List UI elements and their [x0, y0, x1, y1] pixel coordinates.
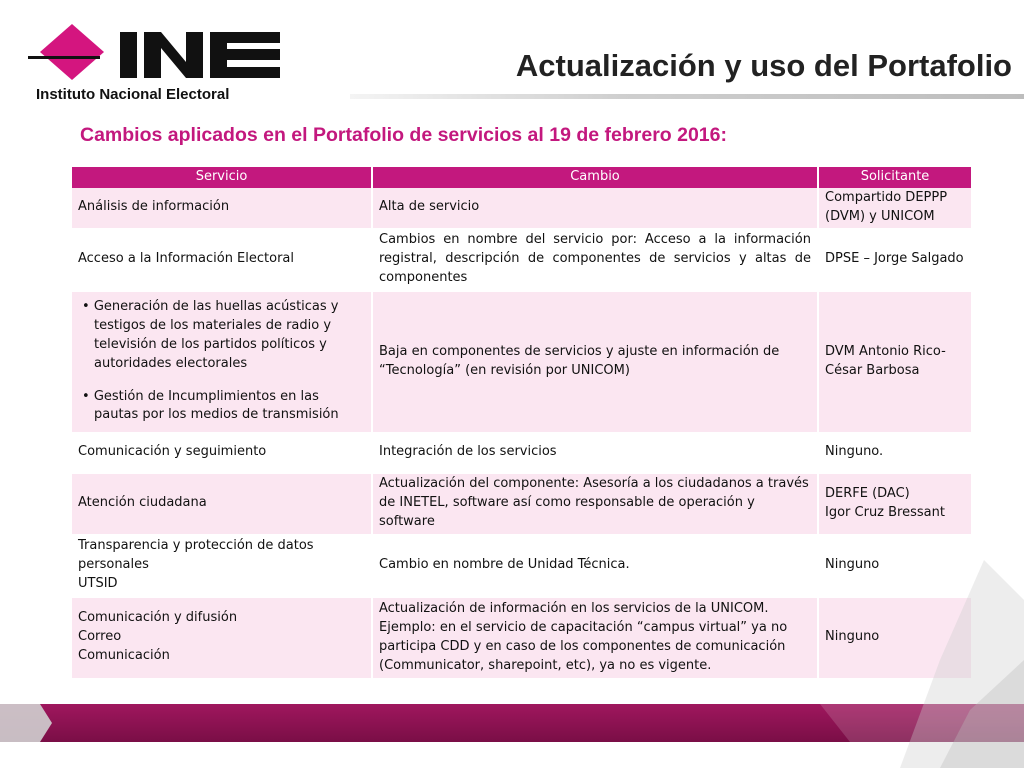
cell-solicitante: Ninguno. [818, 433, 972, 473]
services-table [72, 167, 973, 680]
cell-cambio: Actualización del componente: Asesoría a los ciudadanos a través de INETEL, software así como responsable de operación y software [372, 473, 818, 535]
title-rule [350, 94, 1024, 99]
logo-subtext: Instituto Nacional Electoral [36, 86, 230, 103]
table-header-row [72, 167, 972, 188]
table-row [72, 535, 972, 597]
table-row [72, 229, 972, 291]
ine-logo [28, 22, 288, 106]
svg-text:INE: INE [28, 22, 30, 23]
cell-servicio: Transparencia y protección de datos personales UTSID [72, 535, 372, 597]
column-header-cambio: Cambio [372, 167, 818, 188]
footer-bar [0, 704, 1024, 742]
footer-decoration [0, 704, 1024, 742]
cell-solicitante: Compartido DEPPP (DVM) y UNICOM [818, 188, 972, 229]
cell-servicio: Análisis de información [72, 188, 372, 229]
cell-cambio: Cambios en nombre del servicio por: Acceso a la información registral, descripción de componentes de servicios y altas de componentes [372, 229, 818, 291]
cell-cambio: Actualización de información en los servicios de la UNICOM. Ejemplo: en el servicio de capacitación “campus virtual” ya no participa CDD y en caso de los componentes de comunicación (Communicator, sharepoint, etc), ya no es vigente. [372, 597, 818, 679]
cell-solicitante: DPSE – Jorge Salgado [818, 229, 972, 291]
ine-logo-mark [28, 22, 288, 86]
cell-solicitante: Ninguno [818, 597, 972, 679]
cell-servicio: Comunicación y difusión Correo Comunicación [72, 597, 372, 679]
table-row [72, 473, 972, 535]
slide-subtitle: Cambios aplicados en el Portafolio de servicios al 19 de febrero 2016: [80, 124, 727, 146]
cell-cambio: Cambio en nombre de Unidad Técnica. [372, 535, 818, 597]
list-item: • Gestión de Incumplimientos en las pautas por los medios de transmisión [82, 388, 339, 423]
cell-cambio: Baja en componentes de servicios y ajuste en información de “Tecnología” (en revisión por UNICOM) [372, 291, 818, 433]
table-row [72, 433, 972, 473]
table-row [72, 291, 972, 433]
cell-cambio: Integración de los servicios [372, 433, 818, 473]
cell-solicitante: DERFE (DAC) Igor Cruz Bressant [818, 473, 972, 535]
cell-solicitante: Ninguno [818, 535, 972, 597]
cell-servicio: Atención ciudadana [72, 473, 372, 535]
list-item: • Generación de las huellas acústicas y testigos de los materiales de radio y televisión de los partidos políticos y autoridades electorales [82, 299, 339, 371]
slide-title: Actualización y uso del Portafolio [515, 48, 1012, 83]
column-header-servicio: Servicio [72, 167, 372, 188]
cell-cambio: Alta de servicio [372, 188, 818, 229]
cell-servicio [72, 291, 372, 433]
cell-servicio: Acceso a la Información Electoral [72, 229, 372, 291]
cell-servicio: Comunicación y seguimiento [72, 433, 372, 473]
table-row [72, 597, 972, 679]
cell-solicitante: DVM Antonio Rico-César Barbosa [818, 291, 972, 433]
table-row [72, 188, 972, 229]
column-header-solicitante: Solicitante [818, 167, 972, 188]
corner-decoration [900, 560, 1024, 768]
